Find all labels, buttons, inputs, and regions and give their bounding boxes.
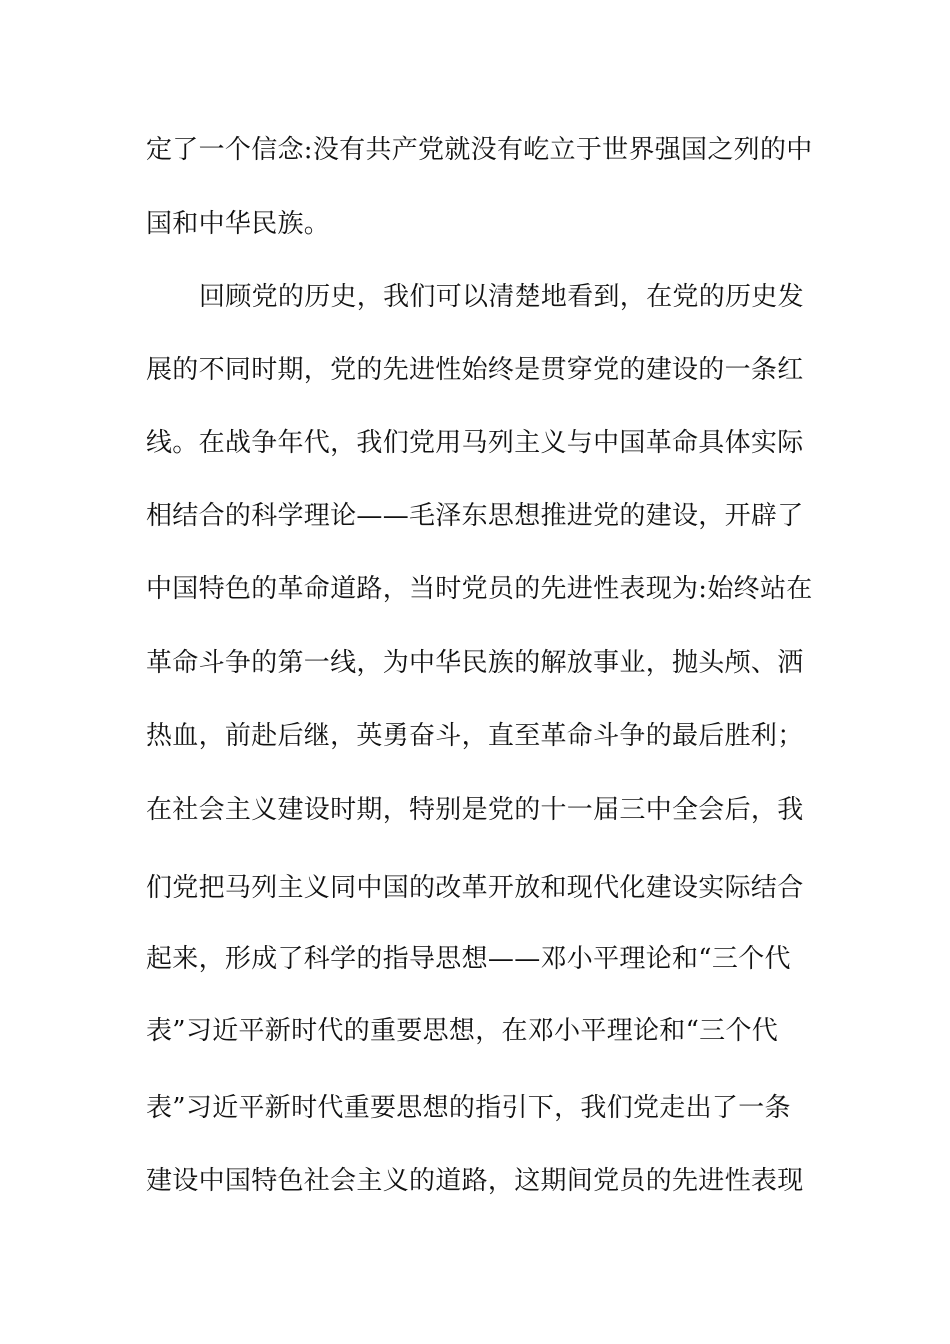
text-line: 革命斗争的第一线，为中华民族的解放事业，抛头颅、洒 (146, 648, 804, 678)
text-line: 在社会主义建设时期，特别是党的十一届三中全会后，我 (146, 795, 804, 825)
text-line: 线。在战争年代，我们党用马列主义与中国革命具体实际 (146, 428, 804, 458)
text-line: 们党把马列主义同中国的改革开放和现代化建设实际结合 (146, 873, 804, 903)
text-line: 定了一个信念:没有共产党就没有屹立于世界强国之列的中 (146, 135, 813, 165)
text-line: 热血，前赴后继，英勇奋斗，直至革命斗争的最后胜利； (146, 721, 804, 751)
text-line: 国和中华民族。 (146, 209, 331, 239)
text-line: 表”习近平新时代的重要思想，在邓小平理论和“三个代 (146, 1016, 779, 1046)
text-line: 相结合的科学理论——毛泽东思想推进党的建设，开辟了 (146, 501, 804, 531)
text-line: 表”习近平新时代重要思想的指引下，我们党走出了一条 (146, 1093, 791, 1123)
text-line: 回顾党的历史，我们可以清楚地看到，在党的历史发 (199, 282, 804, 312)
text-line: 建设中国特色社会主义的道路，这期间党员的先进性表现 (146, 1166, 804, 1196)
text-line: 起来，形成了科学的指导思想——邓小平理论和“三个代 (146, 944, 791, 974)
text-line: 中国特色的革命道路，当时党员的先进性表现为:始终站在 (146, 574, 813, 604)
text-line: 展的不同时期，党的先进性始终是贯穿党的建设的一条红 (146, 355, 804, 385)
